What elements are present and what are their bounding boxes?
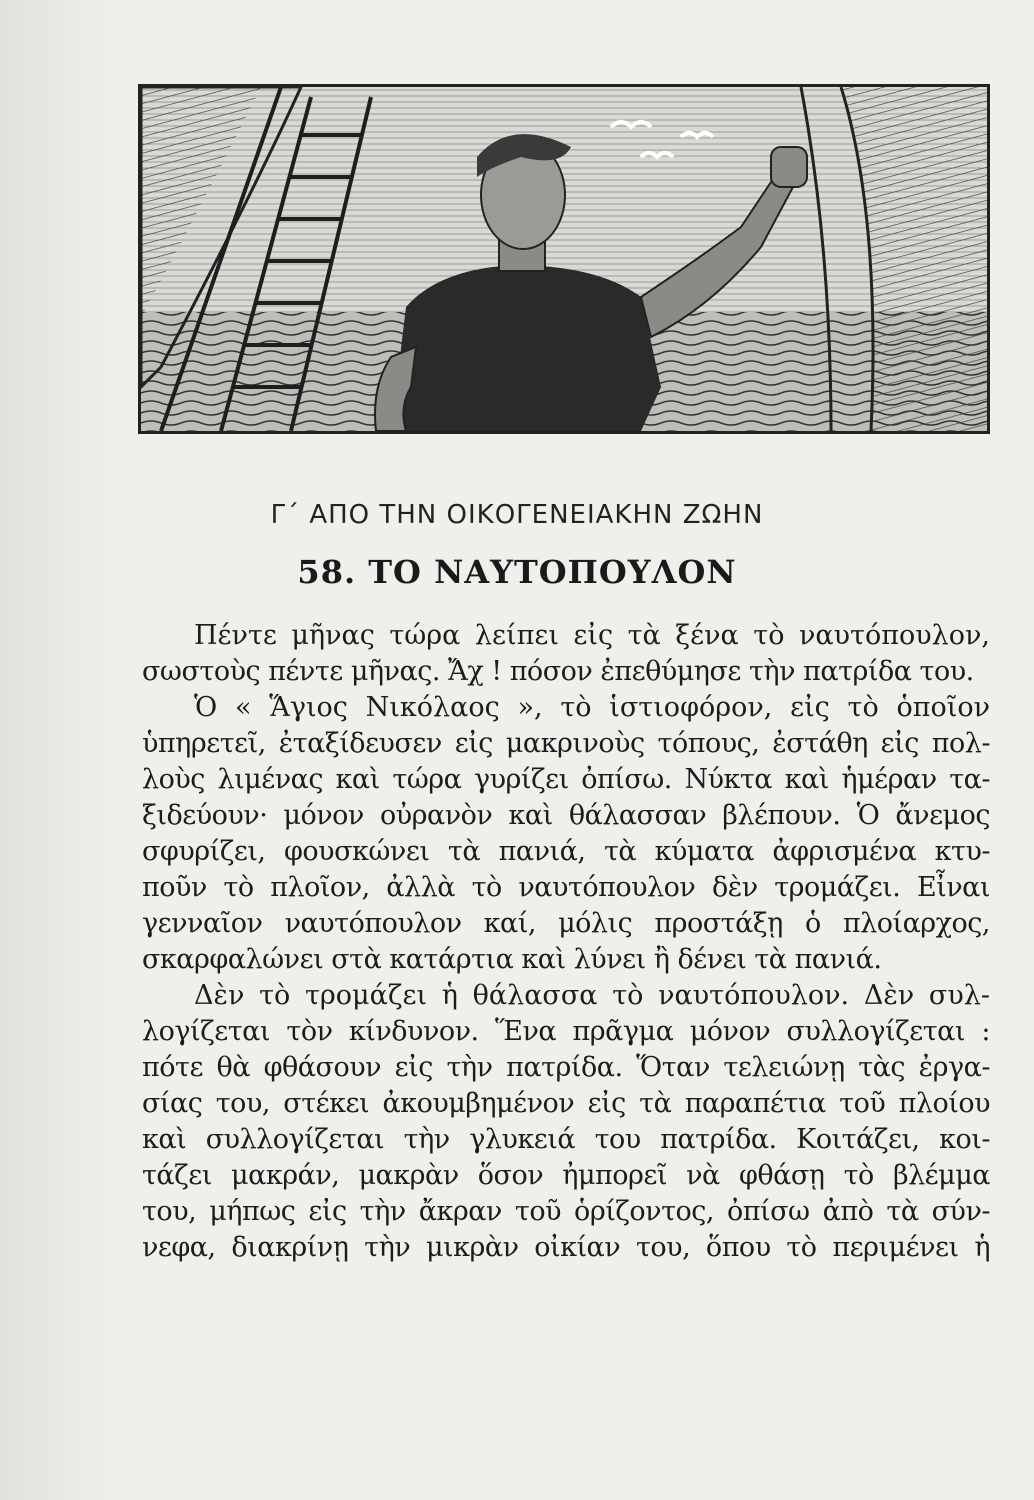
text-line: ξιδεύουν· μόνον οὐρανὸν καὶ θάλασσαν βλέπουν. Ὁ ἄνεμος — [142, 800, 990, 831]
text-line: ποῦν τὸ πλοῖον, ἀλλὰ τὸ ναυτόπουλον δὲν τρομάζει. Εἶναι — [142, 872, 990, 903]
text-line: σφυρίζει, φουσκώνει τὰ πανιά, τὰ κύματα ἀφρισμένα κτυ- — [142, 836, 990, 867]
section-heading: Γ΄ ΑΠΟ ΤΗΝ ΟΙΚΟΓΕΝΕΙΑΚΗΝ ΖΩΗΝ — [270, 500, 764, 530]
text-line: καὶ συλλογίζεται τὴν γλυκειά του πατρίδα. Κοιτάζει, κοι- — [142, 1124, 990, 1155]
chapter-illustration — [138, 84, 990, 434]
text-line: σωστοὺς πέντε μῆνας. Ἄχ ! πόσον ἐπεθύμησε τὴν πατρίδα του. — [142, 656, 974, 687]
text-line: λογίζεται τὸν κίνδυνον. Ἕνα πρᾶγμα μόνον συλλογίζεται : — [142, 1016, 990, 1047]
page-gutter-shadow — [0, 0, 120, 1500]
text-line: Πέντε μῆνας τώρα λείπει εἰς τὰ ξένα τὸ ναυτόπουλον, — [194, 620, 990, 651]
text-line: σκαρφαλώνει στὰ κατάρτια καὶ λύνει ἢ δένει τὰ πανιά. — [142, 944, 882, 975]
text-line: του, μήπως εἰς τὴν ἄκραν τοῦ ὁρίζοντος, ὀπίσω ἀπὸ τὰ σύν- — [142, 1196, 990, 1227]
text-line: ὑπηρετεῖ, ἐταξίδευσεν εἰς μακρινοὺς τόπους, ἐστάθη εἰς πολ- — [142, 728, 990, 759]
text-line: τάζει μακράν, μακρὰν ὅσον ἠμπορεῖ νὰ φθάσῃ τὸ βλέμμα — [142, 1160, 990, 1191]
text-line: Δὲν τὸ τρομάζει ἡ θάλασσα τὸ ναυτόπουλον. Δὲν συλ- — [194, 980, 990, 1011]
text-line: γενναῖον ναυτόπουλον καί, μόλις προστάξῃ ὁ πλοίαρχος, — [142, 908, 990, 939]
text-line: πότε θὰ φθάσουν εἰς τὴν πατρίδα. Ὅταν τελειώνῃ τὰς ἐργα- — [142, 1052, 990, 1083]
sailor-boy-woodcut-icon — [141, 87, 987, 431]
chapter-title: 58. ΤΟ ΝΑΥΤΟΠΟΥΛΟΝ — [297, 553, 737, 591]
text-line: Ὁ « Ἅγιος Νικόλαος », τὸ ἱστιοφόρον, εἰς τὸ ὁποῖον — [194, 692, 990, 723]
text-line: νεφα, διακρίνῃ τὴν μικρὰν οἰκίαν του, ὅπου τὸ περιμένει ἡ — [142, 1232, 990, 1263]
text-line: σίας του, στέκει ἀκουμβημένον εἰς τὰ παραπέτια τοῦ πλοίου — [142, 1088, 990, 1119]
chapter-body — [142, 618, 990, 1266]
text-line: λοὺς λιμένας καὶ τώρα γυρίζει ὀπίσω. Νύκτα καὶ ἡμέραν τα- — [142, 764, 990, 795]
